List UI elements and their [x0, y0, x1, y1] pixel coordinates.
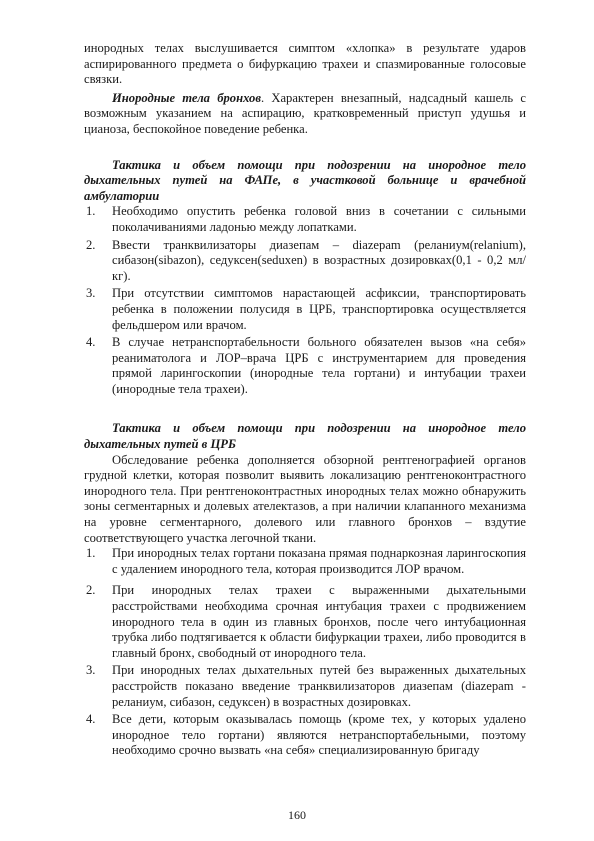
section2-item-2 — [84, 583, 526, 661]
item-number: 2. — [86, 237, 96, 252]
item-number: 3. — [86, 663, 96, 678]
page-number: 160 — [288, 808, 306, 822]
item-text: При инородных телах трахеи с выраженными дыхательными расстройствами необходима срочная интубация трахеи с продвижением инородного тела в один из главных бронхов, после чего интубационная трубка либо подтягивается к области бифуркации трахеи, либо проводится в главный бронх, свободный от инородного тела. — [112, 583, 526, 660]
item-text: Все дети, которым оказывалась помощь (кроме тех, у которых удалено инородное тело гортани) являются нетранспортабельными, поэтому необходимо срочно вызвать «на себя» специализированную бригаду — [112, 712, 526, 758]
intro-paragraph: инородных телах выслушивается симптом «хлопка» в результате ударов аспирированного предмета о бифуркацию трахеи и спазмированные голосовые связки. — [84, 41, 526, 87]
item-number: 1. — [86, 204, 96, 219]
section2-item-4 — [84, 712, 526, 759]
item-text: При инородных телах дыхательных путей без выраженных дыхательных расстройств показано введение транквилизаторов диазепам (diazepam - реланиум, сибазон, седуксен) в возрастных дозировках. — [112, 663, 526, 709]
item-text: Необходимо опустить ребенка головой вниз в сочетании с сильными поколачиваниями ладонью между лопатками. — [112, 204, 526, 234]
bronchi-term: Инородные тела бронхов — [112, 90, 261, 105]
section2-list — [84, 546, 526, 759]
item-number: 1. — [86, 546, 96, 561]
item-text: При инородных телах гортани показана прямая поднаркозная ларингоскопия с удалением инородного тела, которая производится ЛОР врачом. — [112, 546, 526, 576]
section1-item-1 — [84, 204, 526, 235]
item-number: 3. — [86, 286, 96, 301]
bronchi-paragraph — [84, 91, 526, 138]
item-text: В случае нетранспортабельности больного обязателен вызов «на себя» реаниматолога и ЛОР–врача ЦРБ с инструментарием для проведения прямой ларингоскопии (инородные тела гортани) и интубации трахеи (инородные тела трахеи). — [112, 335, 526, 396]
section1-item-3 — [84, 286, 526, 333]
item-text: Ввести транквилизаторы диазепам – diazepam (реланиум(relanium), сибазон(sibazon), седуксен(seduxen) в возрастных дозировках(0,1 - 0,2 мл/кг). — [112, 237, 526, 283]
section1-heading: Тактика и объем помощи при подозрении на инородное тело дыхательных путей на ФАПе, в участковой больнице и врачебной амбулатории — [84, 157, 526, 203]
section1-item-4 — [84, 335, 526, 397]
item-number: 4. — [86, 335, 96, 350]
section1-list — [84, 204, 526, 397]
item-number: 2. — [86, 583, 96, 598]
section2-item-3 — [84, 663, 526, 710]
section2-intro: Обследование ребенка дополняется обзорной рентгенографией органов грудной клетки, которая позволит выявить локализацию рентгеноконтрастного инородного тела. При рентгеноконтрастных инородных телах можно обнаружить зоны сегментарных и долевых ателектазов, а при наличии клапанного механизма на уровне сегментарного, долевого или главного бронхов – вздутие соответствующего участка легочной ткани. — [84, 452, 526, 545]
section1-item-2 — [84, 238, 526, 285]
section2-heading: Тактика и объем помощи при подозрении на инородное тело дыхательных путей в ЦРБ — [84, 421, 526, 452]
bronchi-text: . Характерен внезапный, надсадный кашель с возможным указанием на аспирацию, кратковременный приступ удушья и цианоза, беспокойное поведение ребенка. — [84, 90, 526, 136]
item-number: 4. — [86, 712, 96, 727]
item-text: При отсутствии симптомов нарастающей асфиксии, транспортировать ребенка в положении полусидя в ЦРБ, транспортировка осуществляется фельдшером или врачом. — [112, 286, 526, 332]
section2-item-1 — [84, 546, 526, 577]
document-page — [84, 41, 526, 759]
